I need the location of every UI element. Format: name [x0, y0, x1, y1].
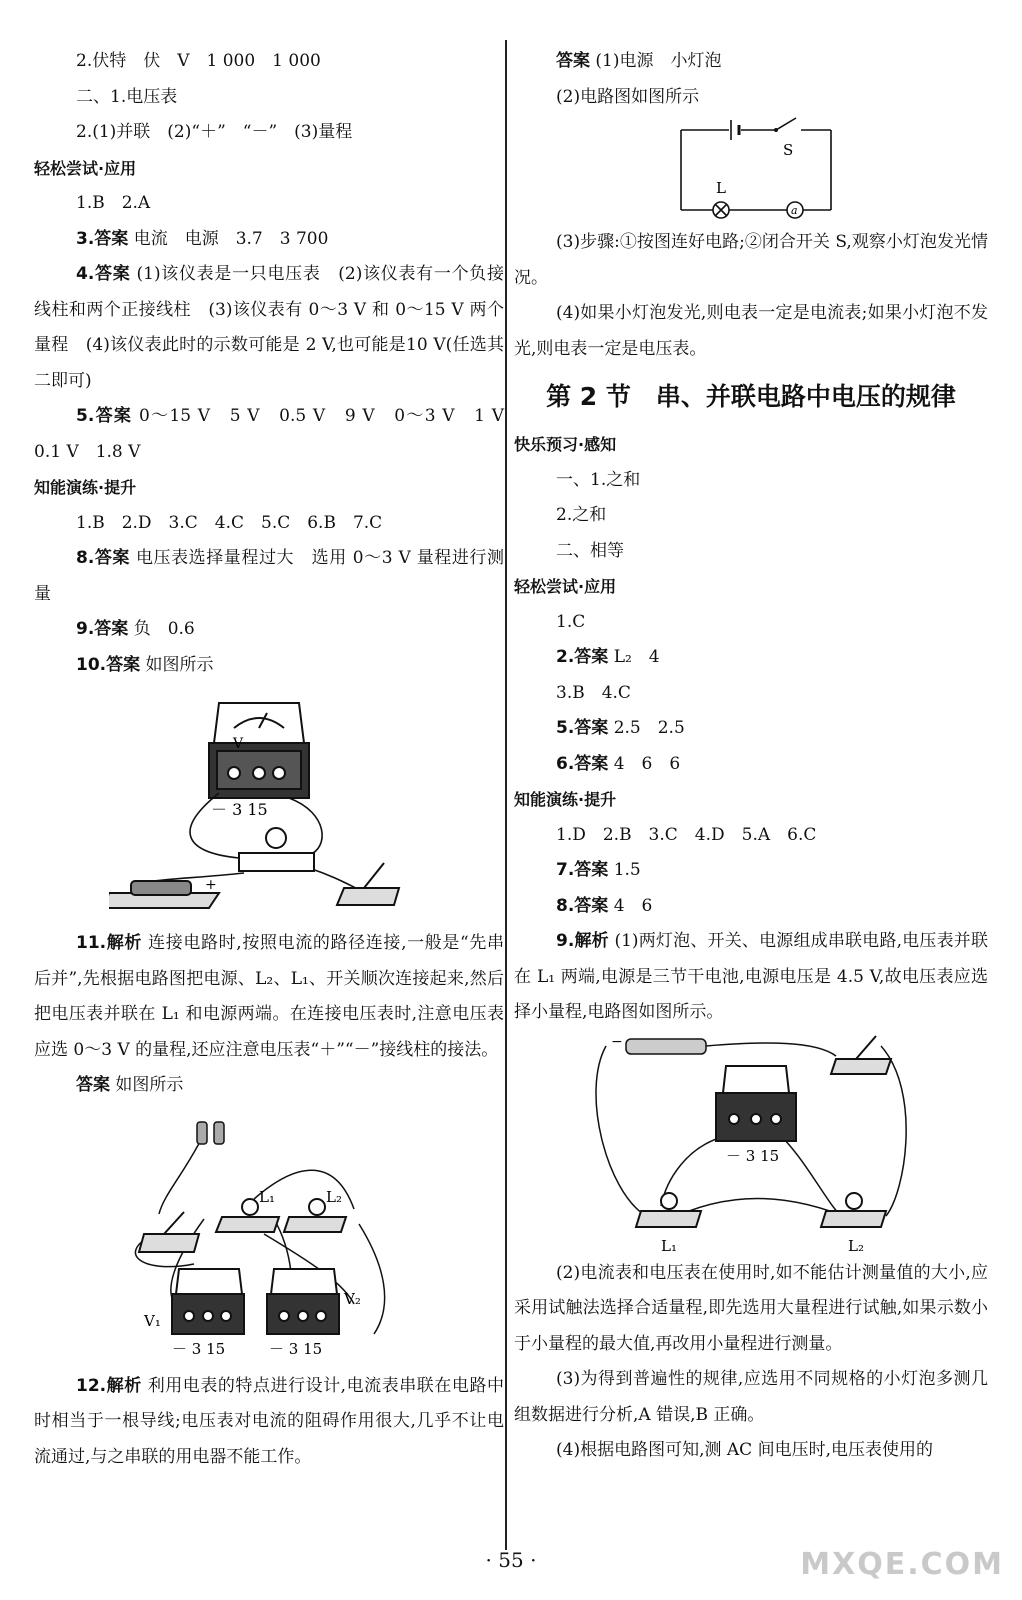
answer-line: 1.D 2.B 3.C 4.D 5.A 6.C — [556, 824, 817, 845]
bulb-icon — [239, 828, 314, 871]
terminal-labels: － 3 15 — [211, 800, 268, 819]
answer-line: 2.(1)并联 (2)“＋” “－” (3)量程 — [76, 122, 353, 142]
answer-paragraph — [34, 399, 521, 470]
answer-text: 如图所示 — [140, 654, 214, 675]
answer-text: 如图所示 — [110, 1075, 184, 1095]
series-voltmeter-figure — [586, 1031, 916, 1256]
analysis-paragraph: (3)为得到普遍性的规律,应选用不同规格的小灯泡多测几组数据进行分析,A 错误,B 正确。 — [514, 1369, 988, 1425]
answer-text: 负 0.6 — [128, 619, 195, 639]
answer-text: 0～15 V 5 V 0.5 V 9 V 0～3 V 1 V 0.1 V 1.8 V — [34, 406, 521, 462]
analysis-paragraph: (2)电流表和电压表在使用时,如不能估计测量值的大小,应采用试触法选择合适量程,即先选用大量程进行试触,如果示数小于小量程的最大值,再改用小量程进行测量。 — [514, 1262, 988, 1354]
circuit-diagram — [661, 115, 841, 225]
terminal-labels: － 3 15 — [269, 1339, 323, 1358]
answer-paragraph: (3)步骤:①按图连好电路;②闭合开关 S,观察小灯泡发光情况。 — [514, 232, 988, 288]
answer-line — [34, 222, 504, 258]
answer-label: 10.答案 — [76, 654, 141, 675]
l2-label: L₂ — [848, 1236, 864, 1255]
minus-sign: − — [611, 1033, 623, 1050]
answer-line: 1.B 2.D 3.C 4.C 5.C 6.B 7.C — [76, 512, 383, 533]
voltmeter-icon — [209, 703, 309, 798]
answer-line: 二、相等 — [556, 540, 624, 561]
answer-text: (1)电源 小灯泡 — [590, 51, 722, 71]
section-title: 第 2 节 串、并联电路中电压的规律 — [546, 382, 956, 411]
section-heading: 知能演练·提升 — [34, 478, 137, 497]
analysis-paragraph — [34, 1369, 504, 1476]
answer-text: L₂ 4 — [608, 647, 660, 667]
answer-label: 2.答案 — [556, 647, 609, 667]
switch-label: S — [783, 141, 794, 159]
answer-label: 3.答案 — [76, 228, 129, 249]
answer-paragraph: (4)如果小灯泡发光,则电表一定是电流表;如果小灯泡不发光,则电表一定是电压表。 — [514, 303, 988, 359]
answer-line — [34, 612, 504, 648]
answer-label: 6.答案 — [556, 753, 609, 774]
lamp-label: L — [716, 179, 726, 197]
column-divider — [505, 40, 507, 1550]
l2-label: L₂ — [326, 1187, 342, 1206]
answer-text: (1)该仪表是一只电压表 (2)该仪表有一个负接线柱和两个正接线柱 (3)该仪表有 0～3 V 和 0～15 V 两个量程 (4)该仪表此时的示数可能是 2 V,也可能是10 V(任选其二即可) — [34, 264, 504, 391]
analysis-text: 连接电路时,按照电流的路径连接,一般是“先串后并”,先根据电路图把电源、L₂、L₁、开关顺次连接起来,然后把电压表并联在 L₁ 和电源两端。在连接电压表时,注意电压表应选 0～3 V 的量程,还应注意电压表“＋”“－”接线柱的接法。 — [34, 933, 505, 1060]
bulb-l2-icon — [821, 1193, 886, 1227]
analysis-paragraph — [34, 926, 504, 1068]
section-heading: 轻松尝试·应用 — [34, 158, 137, 178]
answer-label: 4.答案 — [76, 264, 131, 284]
answer-line — [514, 889, 988, 925]
answer-label: 8.答案 — [76, 548, 130, 568]
l1-label: L₁ — [259, 1187, 275, 1206]
battery-icon — [197, 1122, 224, 1144]
answer-line: 1.B 2.A — [76, 193, 151, 213]
battery-icon — [626, 1039, 706, 1054]
section-heading: 知能演练·提升 — [514, 790, 617, 809]
voltmeter-circuit-figure — [109, 683, 429, 918]
analysis-label: 12.解析 — [76, 1375, 142, 1396]
battery-icon — [109, 881, 219, 908]
analysis-text: (1)两灯泡、开关、电源组成串联电路,电压表并联在 L₁ 两端,电源是三节干电池,电源电压是 4.5 V,故电压表应选择小量程,电路图如图所示。 — [514, 931, 988, 1022]
v1-label: V₁ — [144, 1311, 161, 1330]
answer-label: 7.答案 — [556, 860, 609, 880]
answer-label: 8.答案 — [556, 895, 609, 916]
answer-line: 1.C — [556, 611, 586, 632]
answer-paragraph — [34, 257, 504, 399]
l1-label: L₁ — [661, 1236, 677, 1255]
answer-text: 1.5 — [608, 860, 641, 880]
plus-sign: + — [205, 877, 217, 893]
analysis-text: 利用电表的特点进行设计,电流表串联在电路中时相当于一根导线;电压表对电流的阻碍作用很大,几乎不让电流通过,与之串联的用电器不能工作。 — [34, 1375, 504, 1467]
answer-line: 2.伏特 伏 V 1 000 1 000 — [76, 51, 321, 71]
answer-label: 5.答案 — [556, 718, 609, 738]
answer-label: 9.答案 — [76, 619, 129, 639]
answer-line — [514, 853, 988, 889]
answer-line — [34, 1068, 504, 1104]
terminal-labels: － 3 15 — [172, 1339, 226, 1358]
analysis-paragraph — [514, 924, 988, 1031]
answer-text: 2.5 2.5 — [608, 718, 685, 738]
voltmeter-icon — [716, 1066, 796, 1141]
answer-text: 4 6 6 — [608, 753, 681, 774]
answer-text: 电流 电源 3.7 3 700 — [128, 228, 329, 249]
answer-label: 5.答案 — [76, 406, 133, 426]
answer-label: 答案 — [556, 51, 590, 71]
voltmeter-v2-icon — [267, 1269, 339, 1334]
answer-line: 一、1.之和 — [556, 469, 641, 490]
watermark-logo: MXQE.COM — [800, 1547, 1004, 1582]
answer-line — [514, 44, 988, 80]
section-heading: 轻松尝试·应用 — [514, 577, 617, 596]
switch-icon — [139, 1212, 199, 1252]
analysis-paragraph: (4)根据电路图可知,测 AC 间电压时,电压表使用的 — [556, 1440, 933, 1460]
v2-label: V₂ — [344, 1289, 361, 1308]
analysis-label: 11.解析 — [76, 933, 143, 953]
switch-icon — [831, 1036, 891, 1074]
left-column — [34, 44, 521, 1475]
answer-line: (2)电路图如图所示 — [556, 86, 700, 107]
answer-line: 3.B 4.C — [556, 682, 631, 703]
answer-line — [514, 640, 988, 676]
answer-line — [514, 747, 988, 783]
answer-line: 二、1.电压表 — [76, 86, 178, 107]
answer-text: 电压表选择量程过大 选用 0～3 V 量程进行测量 — [34, 548, 504, 604]
right-column — [514, 44, 988, 1469]
answer-text: 4 6 — [608, 895, 653, 916]
analysis-label: 9.解析 — [556, 931, 609, 951]
meter-label: a — [791, 204, 798, 217]
terminal-labels: － 3 15 — [726, 1146, 780, 1165]
answer-line — [34, 648, 504, 684]
answer-paragraph — [34, 541, 504, 612]
bulb-l1-icon — [636, 1193, 701, 1227]
voltmeter-v1-icon — [172, 1269, 244, 1334]
answer-label: 答案 — [76, 1075, 110, 1095]
v-symbol: V — [233, 736, 244, 752]
answer-line — [514, 711, 988, 747]
page-number: · 55 · — [485, 1548, 537, 1572]
section-heading: 快乐预习·感知 — [514, 435, 617, 454]
answer-line: 2.之和 — [556, 505, 607, 525]
two-voltmeter-circuit-figure — [104, 1104, 434, 1359]
